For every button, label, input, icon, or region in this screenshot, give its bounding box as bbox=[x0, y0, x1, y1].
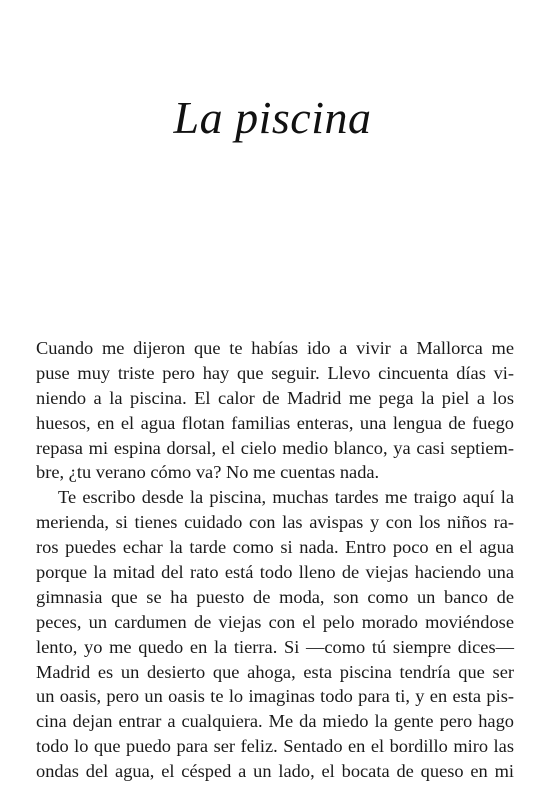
body-text bbox=[36, 336, 514, 784]
text-line: ondas del agua, el césped a un lado, el bocata de queso en mi bbox=[36, 761, 514, 782]
text-line: niendo a la piscina. El calor de Madrid me pega la piel a los bbox=[36, 387, 514, 408]
text-line: huesos, en el agua flotan familias enteras, una lengua de fuego bbox=[36, 412, 514, 433]
chapter-title: La piscina bbox=[173, 92, 372, 143]
text-line: gimnasia que se ha puesto de moda, son como un banco de bbox=[36, 586, 514, 607]
text-line: Cuando me dijeron que te habías ido a vivir a Mallorca me bbox=[36, 338, 514, 358]
text-line: un oasis, pero un oasis te lo imaginas todo para ti, y en esta pis- bbox=[36, 686, 514, 707]
text-line: porque la mitad del rato está todo lleno de viejas haciendo una bbox=[36, 562, 514, 583]
text-line: ros puedes echar la tarde como si nada. Entro poco en el agua bbox=[36, 537, 514, 558]
text-line: puse muy triste pero hay que seguir. Llevo cincuenta días vi- bbox=[36, 362, 514, 383]
text-line: bre, ¿tu verano cómo va? No me cuentas nada. bbox=[36, 462, 380, 483]
text-line: Madrid es un desierto que ahoga, esta piscina tendría que ser bbox=[36, 661, 514, 682]
text-line: merienda, si tienes cuidado con las avispas y con los niños ra- bbox=[36, 512, 514, 533]
text-line: repasa mi espina dorsal, el cielo medio blanco, ya casi septiem- bbox=[36, 437, 514, 458]
text-line: peces, un cardumen de viejas con el pelo morado moviéndose bbox=[36, 611, 514, 632]
text-line: Te escribo desde la piscina, muchas tardes me traigo aquí la bbox=[58, 487, 514, 508]
text-line: cina dejan entrar a cualquiera. Me da miedo la gente pero hago bbox=[36, 711, 514, 732]
text-line: todo lo que puedo para ser feliz. Sentado en el bordillo miro las bbox=[36, 736, 514, 757]
text-line: lento, yo me quedo en la tierra. Si —como tú siempre dices— bbox=[36, 636, 514, 657]
